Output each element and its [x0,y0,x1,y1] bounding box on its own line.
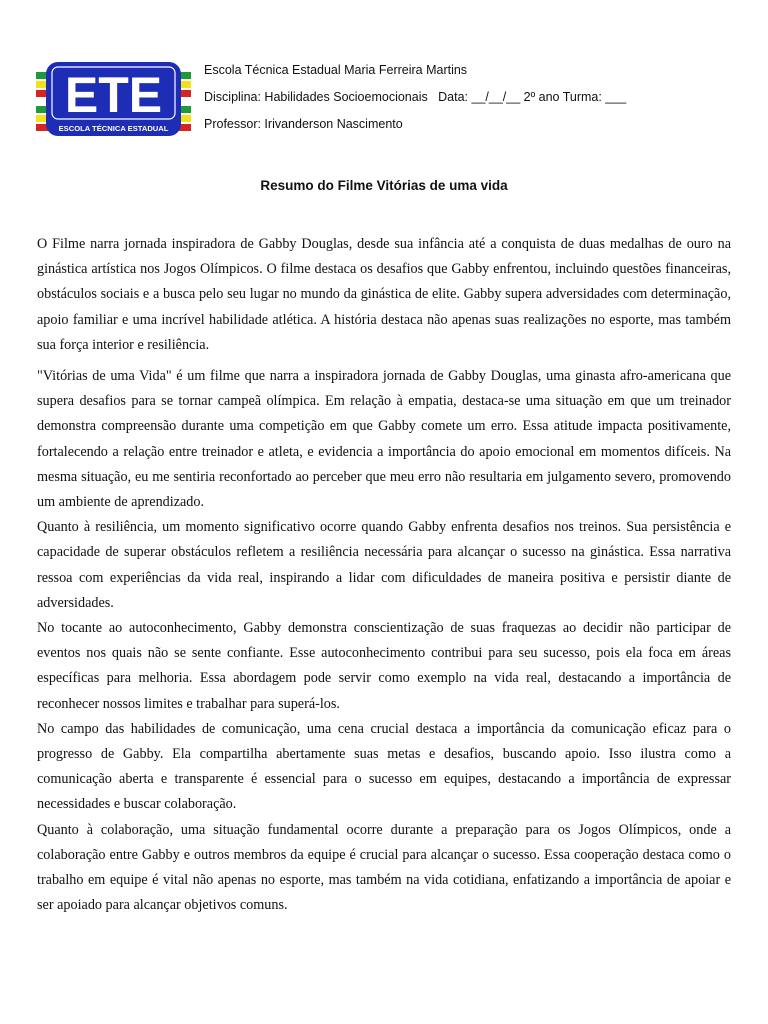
document-body [37,232,731,918]
paragraph-self-knowledge: No tocante ao autoconhecimento, Gabby demonstra conscientização de suas fraquezas ao decidir não participar de eventos nos quais não se sente confiante. Esse autoconhecimento contribui para seu sucesso, pois ela foca em áreas específicas para melhoria. Essa abordagem pode servir como exemplo na vida real, destacando a importância de reconhecer nossos limites e trabalhar para superá-los. [37,620,731,712]
paragraph-empathy: "Vitórias de uma Vida" é um filme que narra a inspiradora jornada de Gabby Douglas, uma ginasta afro-americana que supera desafios para se tornar campeã olímpica. Em relação à empatia, destaca-se uma situação em que um treinador demonstra compreensão durante uma competição em que Gabby comete um erro. Essa atitude impacta positivamente, fortalecendo a relação entre treinador e atleta, e evidencia a importância do apoio emocional em momentos difíceis. Na mesma situação, eu me sentiria reconfortado ao perceber que meu erro não resultaria em julgamento severo, promovendo um ambiente de aprendizado. [37,368,731,511]
school-name: Escola Técnica Estadual Maria Ferreira Martins [204,63,468,77]
school-logo [36,60,191,138]
paragraph-summary: O Filme narra jornada inspiradora de Gabby Douglas, desde sua infância até a conquista de duas medalhas de ouro na ginástica artística nos Jogos Olímpicos. O filme destaca os desafios que Gabby enfrentou, incluindo questões financeiras, obstáculos sociais e a busca pelo seu lugar no mundo da ginástica de elite. Gabby supera adversidades com determinação, apoio familiar e uma incrível habilidade atlética. A história destaca não apenas suas realizações no esporte, mas também sua força interior e resiliência. [37,236,731,353]
paragraph-resilience: Quanto à resiliência, um momento significativo ocorre quando Gabby enfrenta desafios nos treinos. Sua persistência e capacidade de superar obstáculos refletem a resiliência necessária para alcançar o sucesso na ginástica. Essa narrativa ressoa com experiências da vida real, inspirando a lidar com dificuldades de maneira positiva e persistir diante de adversidades. [37,519,731,611]
logo-acronym: ETE [64,67,163,123]
paragraph-collaboration: Quanto à colaboração, uma situação fundamental ocorre durante a preparação para os Jogos Olímpicos, onde a colaboração entre Gabby e outros membros da equipe é crucial para alcançar o sucesso. Essa cooperação destaca como o trabalho em equipe é vital não apenas no esporte, mas também na vida cotidiana, enfatizando a importância de apoiar e ser apoiado para alcançar objetivos comuns. [37,821,731,914]
document-title: Resumo do Filme Vitórias de uma vida [260,178,508,193]
professor-line: Professor: Irivanderson Nascimento [204,117,403,131]
logo-subtitle: ESCOLA TÉCNICA ESTADUAL [58,124,169,133]
paragraph-communication: No campo das habilidades de comunicação, uma cena crucial destaca a importância da comunicação eficaz para o progresso de Gabby. Ela compartilha abertamente suas metas e desafios, buscando apoio. Isso ilustra como a comunicação aberta e transparente é essencial para o sucesso em equipes, destacando a importância de expressar necessidades e buscar colaboração. [37,720,731,813]
discipline-line: Disciplina: Habilidades Socioemocionais Data: __/__/__ 2º ano Turma: ___ [204,90,627,104]
